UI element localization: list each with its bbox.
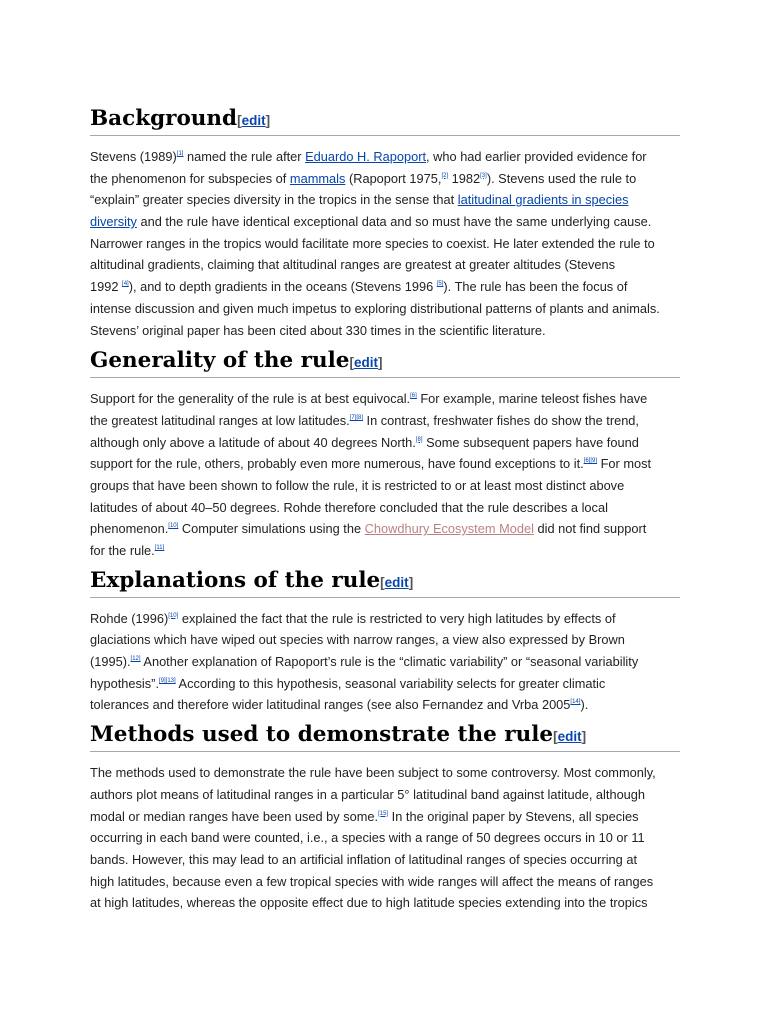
text: groups that have been shown to follow the rule, it is restricted to or at least most distinct above [90,477,625,493]
citation-link[interactable]: [14] [570,699,581,706]
text: the phenomenon for subspecies of [90,170,290,186]
text: In contrast, freshwater fishes do show the trend, [363,412,639,428]
edit-bracket-open: [ [237,113,242,128]
text-line [90,540,680,562]
text: (1995). [90,654,131,670]
edit-link-explanations[interactable]: edit [384,574,409,590]
text-line [90,827,680,849]
text: ). The rule has been the focus of [443,279,628,295]
text: (Rapoport 1975, [345,170,442,186]
text: ). Stevens used the rule to [486,170,637,186]
text: altitudinal gradients, claiming that altitudinal ranges are greatest at greater altitudes (Stevens [90,257,615,273]
text: latitudes of about 40–50 degrees. Rohde therefore concluded that the rule describes a local [90,499,608,515]
text-line [90,320,680,342]
text-line [90,694,680,716]
text-line [90,629,680,651]
citation-link[interactable]: [11] [154,545,165,551]
text-line [90,518,680,540]
text-line [90,298,680,320]
link-chowdhury-ecosystem-model[interactable]: Chowdhury Ecosystem Model [364,521,534,537]
text: bands. However, this may lead to an artificial inflation of latitudinal ranges of species occurring at [90,851,638,867]
text: Support for the generality of the rule is at best equivocal. [90,391,411,407]
text-line [90,762,680,784]
text-line [90,806,680,828]
citation-link[interactable]: [12] [130,656,141,663]
text-line [90,254,680,276]
edit-link-background[interactable]: edit [241,113,266,128]
edit-bracket-close: ] [377,355,383,371]
text-line [90,475,680,497]
citation-link[interactable]: [2] [441,172,449,179]
text: ). [580,697,589,713]
text-line [90,146,680,168]
edit-bracket-close: ] [265,113,271,128]
text-line [90,211,680,233]
heading-text: Background [90,106,238,131]
text: 1982 [448,170,481,186]
text-line [90,608,680,630]
citation-link[interactable]: [8] [415,436,423,443]
section-heading-background [90,105,680,136]
text: modal or median ranges have been used by some. [90,808,379,824]
text: glaciations which have wiped out species with narrow ranges, a view also expressed by Brown [90,632,625,648]
edit-link-methods[interactable]: edit [557,729,582,745]
text: for the rule. [90,543,155,558]
text: hypothesis”. [90,675,159,691]
text: The methods used to demonstrate the rule have been subject to some controversy. Most commonly, [90,765,656,781]
text-line [90,388,680,410]
text: and the rule have identical exceptional data and so must have the same underlying cause. [136,214,652,230]
text-line [90,871,680,893]
text-line [90,410,680,432]
paragraph-explanations [90,608,680,716]
text: 1992 [90,279,123,295]
text-line [90,892,680,914]
text: explained the fact that the rule is restricted to very high latitudes by effects of [178,610,616,626]
text: high latitudes, because even a few tropical species with wide ranges will affect the means of ranges [90,873,654,889]
text: Another explanation of Rapoport’s rule is the “climatic variability” or “seasonal variability [140,654,639,670]
text: “explain” greater species diversity in the tropics in the sense that [90,192,458,208]
text: intense discussion and given much impetus to exploring distributional patterns of plants and animals. [90,300,660,316]
text: tolerances and therefore wider latitudinal ranges (see also Fernandez and Vrba 2005 [90,697,571,713]
citation-link[interactable]: [1] [176,151,184,157]
text: ), and to depth gradients in the oceans (Stevens 1996 [128,279,437,295]
link-eduardo-rapoport[interactable]: Eduardo H. Rapoport [305,149,427,164]
text: the greatest latitudinal ranges at low latitudes. [90,412,350,428]
paragraph-background [90,146,680,341]
text-line [90,849,680,871]
edit-bracket-open: [ [380,574,385,590]
citation-link[interactable]: [4] [122,281,129,288]
edit-bracket-open: [ [349,355,354,371]
link-latitudinal-gradients[interactable]: latitudinal gradients in species [457,192,629,208]
article-content [90,105,680,914]
paragraph-generality [90,388,680,562]
text-line [90,784,680,806]
citation-link[interactable]: [10] [168,612,179,619]
citation-link[interactable]: [7][8] [349,414,363,421]
citation-link[interactable]: [9][13] [159,677,176,684]
citation-link[interactable]: [5] [436,281,444,288]
edit-bracket-close: ] [581,729,587,745]
text: According to this hypothesis, seasonal variability selects for greater climatic [175,675,606,691]
text: at high latitudes, whereas the opposite effect due to high latitude species extending into the tropics [90,895,648,911]
text: Some subsequent papers have found [422,434,639,450]
text-line [90,276,680,298]
edit-link-generality[interactable]: edit [353,355,378,371]
text-line [90,453,680,475]
link-mammals[interactable]: mammals [289,170,346,186]
link-latitudinal-gradients-cont[interactable]: diversity [90,214,137,230]
text: authors plot means of latitudinal ranges in a particular 5° latitudinal band against latitude, although [90,786,646,802]
section-heading-methods [90,721,680,752]
text: , who had earlier provided evidence for [426,149,647,164]
text: phenomenon. [90,521,169,537]
text: Stevens’ original paper has been cited about 330 times in the scientific literature. [90,322,546,338]
citation-link[interactable]: [15] [378,810,389,817]
citation-link[interactable]: [3] [480,172,487,179]
text: did not find support [533,521,647,537]
heading-text: Methods used to demonstrate the rule [90,722,554,748]
edit-bracket-close: ] [408,574,414,590]
paragraph-methods [90,762,680,914]
text-line [90,673,680,695]
text-line [90,651,680,673]
heading-text: Explanations of the rule [90,567,381,593]
citation-link[interactable]: [6] [410,393,417,400]
citation-link[interactable]: [6][9] [583,458,598,465]
text: named the rule after [183,149,306,164]
text: Computer simulations using the [178,521,365,537]
text-line [90,168,680,190]
citation-link[interactable]: [10] [168,523,179,530]
text: support for the rule, others, probably even more numerous, have found exceptions to it. [90,456,584,472]
text: occurring in each band were counted, i.e., a species with a range of 50 degrees occurs in 10 or 11 [90,830,645,846]
text: although only above a latitude of about 40 degrees North. [90,434,416,450]
text-line [90,233,680,255]
heading-text: Generality of the rule [90,348,350,374]
text: In the original paper by Stevens, all species [388,808,639,824]
text-line [90,497,680,519]
edit-bracket-open: [ [553,729,558,745]
text: For example, marine teleost fishes have [416,391,648,407]
text: For most [597,456,652,472]
text: Stevens (1989) [90,149,177,164]
text: Rohde (1996) [90,610,169,626]
text: Narrower ranges in the tropics would facilitate more species to coexist. He later extended the rule to [90,235,655,251]
section-heading-explanations [90,567,680,598]
text-line [90,432,680,454]
section-heading-generality [90,347,680,378]
text-line [90,189,680,211]
